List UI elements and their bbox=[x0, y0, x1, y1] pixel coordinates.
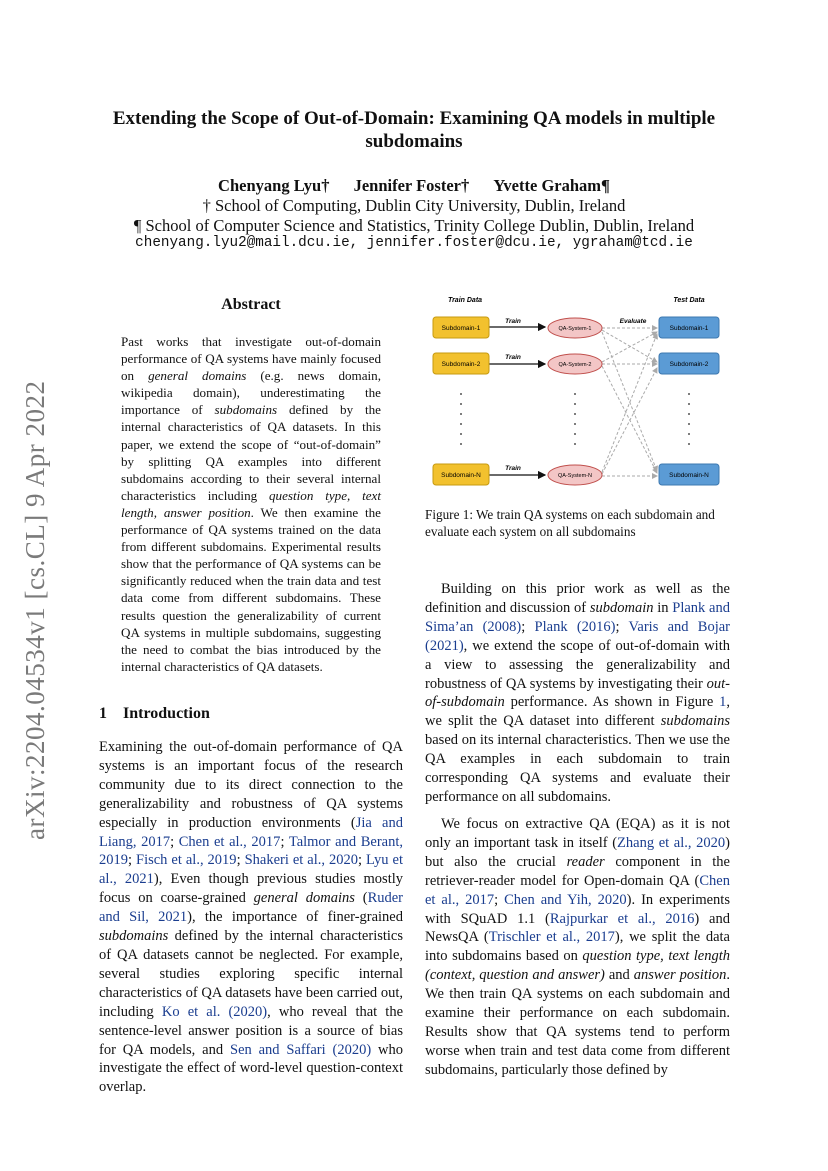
test-subdomain-box bbox=[659, 464, 719, 485]
svg-text:Subdomain-2: Subdomain-2 bbox=[441, 361, 481, 368]
svg-text:Subdomain-1: Subdomain-1 bbox=[669, 325, 709, 332]
train-data-header: Train Data bbox=[447, 297, 483, 304]
body-paragraph: Building on this prior work as well as the definition and discussion of subdomain in Plank and Sima’an (2008); Plank (2016); Varis and Bojar (2021), we extend the scope of out-of-domain with a view to assessing the generalizability and robustness of QA systems by investigating their out-of-subdomain performance. As shown in Figure 1, we split the QA dataset into different subdomains based on its internal characteristics. Then we use the QA examples in each subdomain to train corresponding QA systems and evaluate their performance on all subdomains. bbox=[425, 581, 731, 805]
citation-link[interactable]: Lyu et al., 2021 bbox=[99, 852, 403, 888]
intro-paragraph: Examining the out-of-domain performance of QA systems is an important focus of the research community due to its direct connection to the generalizability and robustness of QA systems especially in production environments (Jia and Liang, 2017; Chen et al., 2017; Talmor and Berant, 2019; Fisch et al., 2019; Shakeri et al., 2020; Lyu et al., 2021), Even though previous studies mostly focus on coarse-grained general domains (Ruder and Sil, 2021), the importance of finer-grained subdomains defined by the internal characteristics of QA datasets cannot be neglected. For example, several studies exploring specific internal characteristics of QA datasets have been carried out, including Ko et al. (2020), who reveal that the sentence-level answer position is a source of bias for QA models, and Sen and Saffari (2020) who investigate the effect of word-level question-context overlap. bbox=[99, 739, 404, 1096]
citation-link[interactable]: Shakeri et al., 2020 bbox=[244, 852, 358, 869]
svg-text:Subdomain-N: Subdomain-N bbox=[669, 472, 709, 479]
qa-system-node bbox=[548, 465, 602, 485]
author-name: Jennifer Foster† bbox=[353, 176, 470, 195]
svg-text:Subdomain-2: Subdomain-2 bbox=[669, 361, 709, 368]
citation-link[interactable]: Ruder and Sil, 2021 bbox=[99, 890, 403, 926]
train-label: Train bbox=[505, 318, 521, 325]
citation-link[interactable]: Fisch et al., 2019 bbox=[136, 852, 237, 869]
evaluate-arrows bbox=[602, 328, 657, 476]
citation-link[interactable]: Jia and Liang, 2017 bbox=[99, 814, 403, 850]
svg-text:Subdomain-N: Subdomain-N bbox=[441, 472, 481, 479]
citation-link[interactable]: Trischler et al., 2017 bbox=[488, 929, 615, 946]
svg-text:QA-System-N: QA-System-N bbox=[558, 473, 592, 479]
author-name: Yvette Graham¶ bbox=[493, 176, 610, 195]
test-subdomain-box bbox=[659, 353, 719, 374]
svg-text:QA-System-2: QA-System-2 bbox=[558, 362, 592, 368]
citation-link[interactable]: Talmor and Berant, 2019 bbox=[99, 833, 403, 869]
test-data-header: Test Data bbox=[673, 297, 705, 304]
train-subdomain-box bbox=[433, 353, 489, 374]
body-paragraph: We focus on extractive QA (EQA) as it is not only an important task in itself (Zhang et al., 2020) but also the crucial reader component in the retriever-reader model for Open-domain QA (Chen et al., 2017; Chen and Yih, 2020). In experiments with SQuAD 1.1 (Rajpurkar et al., 2016) and NewsQA (Trischler et al., 2017), we split the data into subdomains based on question type, text length (context, question and answer) and answer position. We then train QA systems on each subdomain and examine their performance on each subdomain. Results show that QA systems tend to perform worse when train and test data come from different subdomains, particularly those defined by bbox=[425, 816, 731, 1078]
affiliation-1: † School of Computing, Dublin City University, Dublin, Ireland bbox=[202, 196, 626, 215]
citation-link[interactable]: Ko et al. (2020) bbox=[161, 1003, 268, 1020]
citation-link[interactable]: Sen and Saffari (2020) bbox=[230, 1041, 372, 1058]
svg-text:QA-System-1: QA-System-1 bbox=[558, 326, 592, 332]
figure-reference-link[interactable]: 1 bbox=[719, 694, 727, 711]
citation-link[interactable]: Varis and Bojar (2021) bbox=[425, 618, 731, 654]
citation-link[interactable]: Rajpurkar et al., 2016 bbox=[549, 910, 695, 927]
svg-text:Subdomain-1: Subdomain-1 bbox=[441, 325, 481, 332]
train-label: Train bbox=[505, 354, 521, 361]
citation-link[interactable]: Chen and Yih, 2020 bbox=[504, 891, 627, 908]
arxiv-stamp: arXiv:2204.04534v1 [cs.CL] 9 Apr 2022 bbox=[20, 380, 50, 840]
author-emails[interactable]: chenyang.lyu2@mail.dcu.ie, jennifer.foster@dcu.ie, ygraham@tcd.ie bbox=[135, 235, 693, 251]
affiliation-2: ¶ School of Computer Science and Statistics, Trinity College Dublin, Dublin, Ireland bbox=[133, 216, 695, 235]
figure-1-diagram bbox=[425, 290, 730, 495]
section-heading-introduction: 1 Introduction bbox=[99, 705, 210, 722]
abstract-body: Past works that investigate out-of-domain performance of QA systems have mainly focused on general domains (e.g. news domain, wikipedia domain), underestimating the importance of subdomains defined by the internal characteristics of QA datasets. In this paper, we extend the scope of “out-of-domain” by splitting QA examples into different subdomains according to their several internal characteristics including question type, text length, answer position. We then examine the performance of QA systems trained on the data from different subdomains. Experimental results show that the performance of QA systems can be significantly reduced when the train data and test data come from different subdomains. These results question the generalizability of current QA systems in multiple subdomains, suggesting the need to combat the bias introduced by the internal characteristics of QA datasets. bbox=[121, 334, 382, 674]
train-subdomain-box bbox=[433, 464, 489, 485]
qa-system-node bbox=[548, 318, 602, 338]
citation-link[interactable]: Plank (2016) bbox=[534, 618, 616, 635]
qa-system-node bbox=[548, 354, 602, 374]
paper-title: Extending the Scope of Out-of-Domain: Examining QA models in multiple subdomains bbox=[112, 108, 716, 152]
ellipsis-dots bbox=[460, 393, 690, 445]
evaluate-label: Evaluate bbox=[619, 318, 647, 325]
citation-link[interactable]: Chen et al., 2017 bbox=[178, 833, 281, 850]
test-subdomain-box bbox=[659, 317, 719, 338]
abstract-heading: Abstract bbox=[221, 296, 281, 313]
figure-1-caption: Figure 1: We train QA systems on each subdomain and evaluate each system on all subdomains bbox=[425, 507, 715, 539]
author-list bbox=[100, 176, 728, 196]
citation-link[interactable]: Plank and Sima’an (2008) bbox=[425, 599, 730, 635]
citation-link[interactable]: Zhang et al., 2020 bbox=[617, 834, 726, 851]
citation-link[interactable]: Chen et al., 2017 bbox=[425, 872, 730, 908]
author-name: Chenyang Lyu† bbox=[218, 176, 330, 195]
train-label: Train bbox=[505, 465, 521, 472]
train-subdomain-box bbox=[433, 317, 489, 338]
